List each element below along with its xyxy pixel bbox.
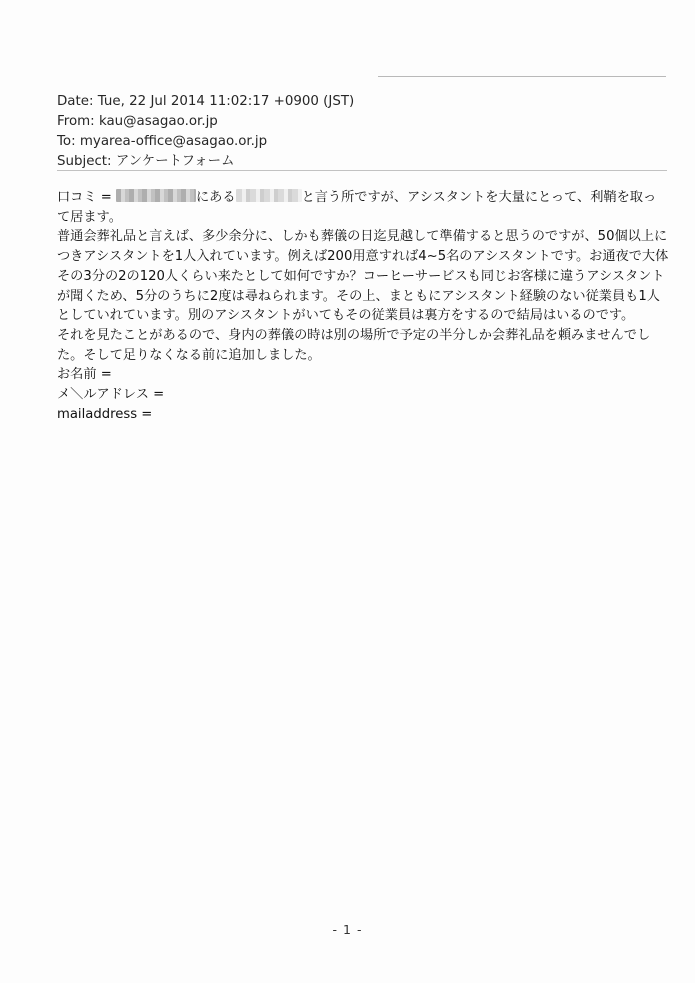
name-field: お名前 = — [57, 367, 112, 383]
page-number: - 1 - — [332, 922, 363, 937]
body-paragraph-experience: それを見たことがあるので、身内の葬儀の時は別の場所で予定の半分しか会葬礼品を頼みませんでした。そして足りなくなる前に追加しました。 — [57, 327, 651, 363]
redacted-venue-name — [236, 189, 302, 202]
email-from: From: kau@asagao.or.jp — [57, 114, 218, 129]
body-paragraph-review — [57, 188, 669, 227]
email-to: To: myarea-office@asagao.or.jp — [57, 134, 268, 149]
header-divider — [57, 170, 667, 171]
email-header — [57, 92, 667, 172]
review-text: と言う所ですが、アシスタントを大量にとって、利鞘を取って居ます。 — [57, 190, 657, 225]
mail-address-field-ja: メ＼ルアドレス = — [57, 387, 165, 403]
mail-address-field-en: mailaddress = — [57, 406, 153, 422]
email-body — [57, 188, 669, 424]
redacted-location — [116, 189, 196, 202]
review-label: 口コミ = — [57, 190, 116, 205]
body-paragraph-details: 普通会葬礼品と言えば、多少余分に、しかも葬儀の日迄見越して準備すると思うのですが、50個以上につきアシスタントを1人入れています。例えば200用意すれば4~5名のアシスタントです。お通夜で大体その3分の2の120人くらい来たとして如何ですか？コーヒーサービスも同じお客様に違うアシスタントが聞くため、5分のうちに2度は尋ねられます。その上、まともにアシスタント経験のない従業員も1人としていれています。別のアシスタントがいてもその従業員は裏方をするので結局はいるのです。 — [57, 229, 669, 324]
review-location-suffix: にある — [196, 190, 236, 205]
top-divider — [378, 76, 666, 77]
email-subject: Subject: アンケートフォーム — [57, 154, 235, 169]
email-date: Date: Tue, 22 Jul 2014 11:02:17 +0900 (JST) — [57, 94, 355, 109]
